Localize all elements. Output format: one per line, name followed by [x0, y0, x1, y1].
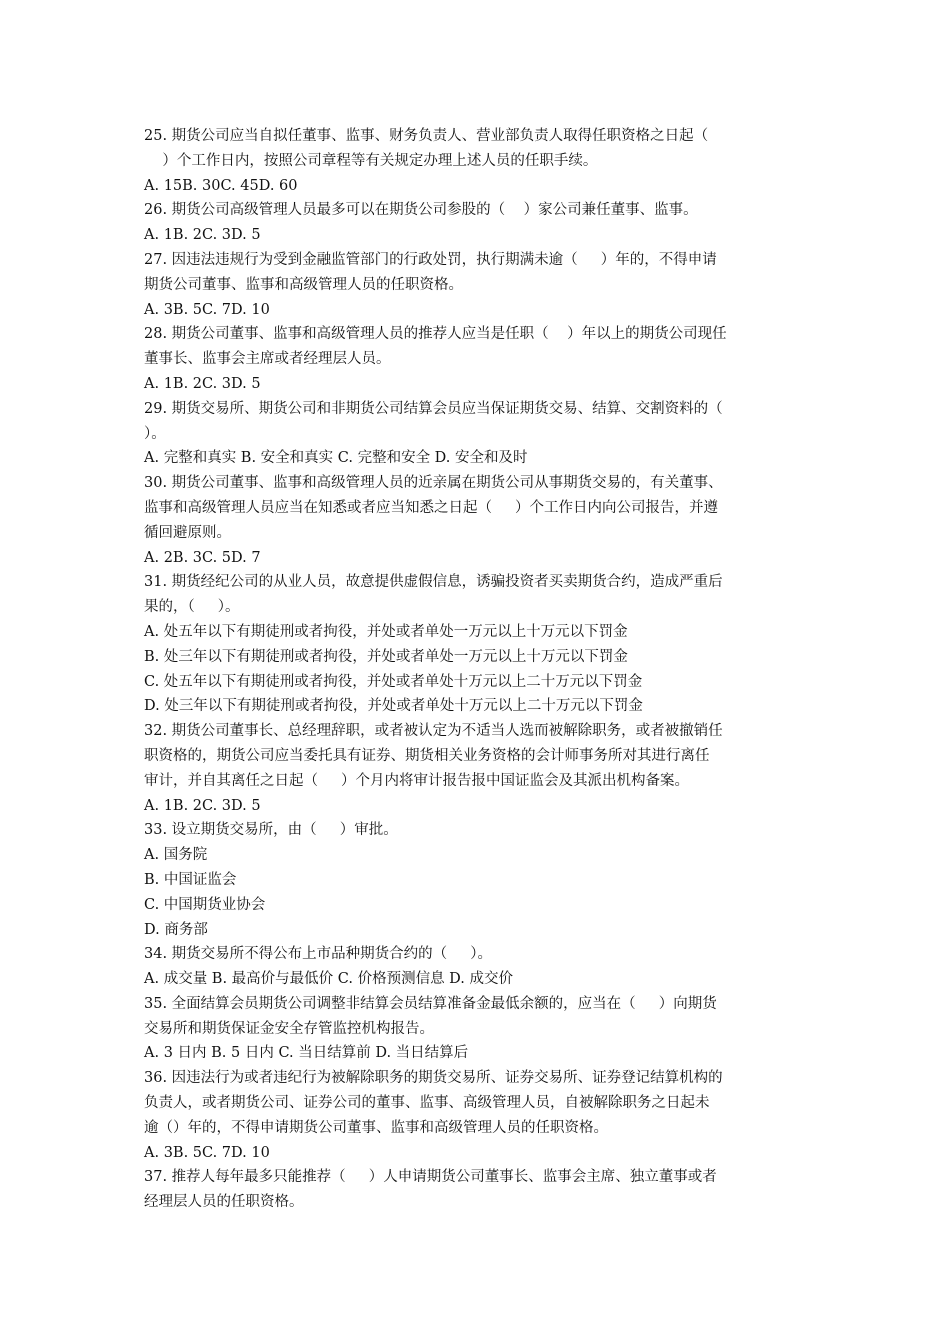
text-line: A. 1B. 2C. 3D. 5	[144, 227, 261, 244]
text-line: ）。	[144, 425, 166, 442]
text-line: 26. 期货公司高级管理人员最多可以在期货公司参股的（ ）家公司兼任董事、监事。	[144, 202, 698, 219]
text-line: A. 15B. 30C. 45D. 60	[144, 177, 298, 194]
text-line: C. 中国期货业协会	[144, 896, 266, 913]
text-line: A. 完整和真实 B. 安全和真实 C. 完整和安全 D. 安全和及时	[144, 450, 528, 467]
text-line: 交易所和期货保证金安全存管监控机构报告。	[144, 1020, 434, 1037]
text-line: 负责人，或者期货公司、证券公司的董事、监事、高级管理人员，自被解除职务之日起未	[144, 1095, 710, 1112]
text-line: 31. 期货经纪公司的从业人员，故意提供虚假信息，诱骗投资者买卖期货合约，造成严重后	[144, 574, 723, 591]
text-line: A. 3 日内 B. 5 日内 C. 当日结算前 D. 当日结算后	[144, 1045, 469, 1062]
text-line: 27. 因违法违规行为受到金融监管部门的行政处罚，执行期满未逾（ ）年的，不得申请	[144, 251, 717, 268]
text-line: 逾（）年的，不得申请期货公司董事、监事和高级管理人员的任职资格。	[144, 1119, 608, 1136]
text-line: A. 2B. 3C. 5D. 7	[144, 549, 261, 566]
text-line: 34. 期货交易所不得公布上市品种期货合约的（ ）。	[144, 946, 492, 963]
text-line: C. 处五年以下有期徒刑或者拘役，并处或者单处十万元以上二十万元以下罚金	[144, 673, 643, 690]
text-line: A. 处五年以下有期徒刑或者拘役，并处或者单处一万元以上十万元以下罚金	[144, 623, 628, 640]
text-line: 董事长、监事会主席或者经理层人员。	[144, 351, 391, 368]
text-line: 36. 因违法行为或者违纪行为被解除职务的期货交易所、证券交易所、证券登记结算机构的	[144, 1070, 723, 1087]
text-line: 35. 全面结算会员期货公司调整非结算会员结算准备金最低余额的，应当在（ ）向期货	[144, 995, 717, 1012]
text-line: D. 商务部	[144, 921, 208, 938]
text-line: 果的，（ ）。	[144, 599, 240, 616]
text-line: A. 成交量 B. 最高价与最低价 C. 价格预测信息 D. 成交价	[144, 971, 514, 988]
text-line: 28. 期货公司董事、监事和高级管理人员的推荐人应当是任职（ ）年以上的期货公司现任	[144, 326, 727, 343]
text-line: 审计，并自其离任之日起（ ）个月内将审计报告报中国证监会及其派出机构备案。	[144, 772, 690, 789]
text-line: B. 处三年以下有期徒刑或者拘役，并处或者单处一万元以上十万元以下罚金	[144, 648, 628, 665]
text-line: 经理层人员的任职资格。	[144, 1194, 304, 1211]
text-line: B. 中国证监会	[144, 871, 237, 888]
text-line: 29. 期货交易所、期货公司和非期货公司结算会员应当保证期货交易、结算、交割资料的（	[144, 400, 723, 417]
text-line: 30. 期货公司董事、监事和高级管理人员的近亲属在期货公司从事期货交易的，有关董事、	[144, 475, 723, 492]
text-line: A. 3B. 5C. 7D. 10	[144, 301, 270, 318]
text-line: 期货公司董事、监事和高级管理人员的任职资格。	[144, 276, 463, 293]
text-line: 37. 推荐人每年最多只能推荐（ ）人申请期货公司董事长、监事会主席、独立董事或者	[144, 1169, 717, 1186]
text-line: A. 1B. 2C. 3D. 5	[144, 797, 261, 814]
text-line: 32. 期货公司董事长、总经理辞职，或者被认定为不适当人选而被解除职务，或者被撤销任	[144, 723, 723, 740]
text-line: 职资格的，期货公司应当委托具有证券、期货相关业务资格的会计师事务所对其进行离任	[144, 747, 710, 764]
text-line: 监事和高级管理人员应当在知悉或者应当知悉之日起（ ）个工作日内向公司报告，并遵	[144, 499, 719, 516]
document-page	[144, 124, 808, 1215]
text-line: 25. 期货公司应当自拟任董事、监事、财务负责人、营业部负责人取得任职资格之日起（	[144, 128, 709, 144]
text-line: ）个工作日内，按照公司章程等有关规定办理上述人员的任职手续。	[144, 152, 598, 169]
text-line: A. 国务院	[144, 847, 208, 864]
text-line: 33. 设立期货交易所，由（ ）审批。	[144, 822, 398, 839]
text-line: 循回避原则。	[144, 524, 231, 541]
text-line: A. 3B. 5C. 7D. 10	[144, 1144, 270, 1161]
text-line: A. 1B. 2C. 3D. 5	[144, 375, 261, 392]
text-line: D. 处三年以下有期徒刑或者拘役，并处或者单处十万元以上二十万元以下罚金	[144, 698, 643, 715]
